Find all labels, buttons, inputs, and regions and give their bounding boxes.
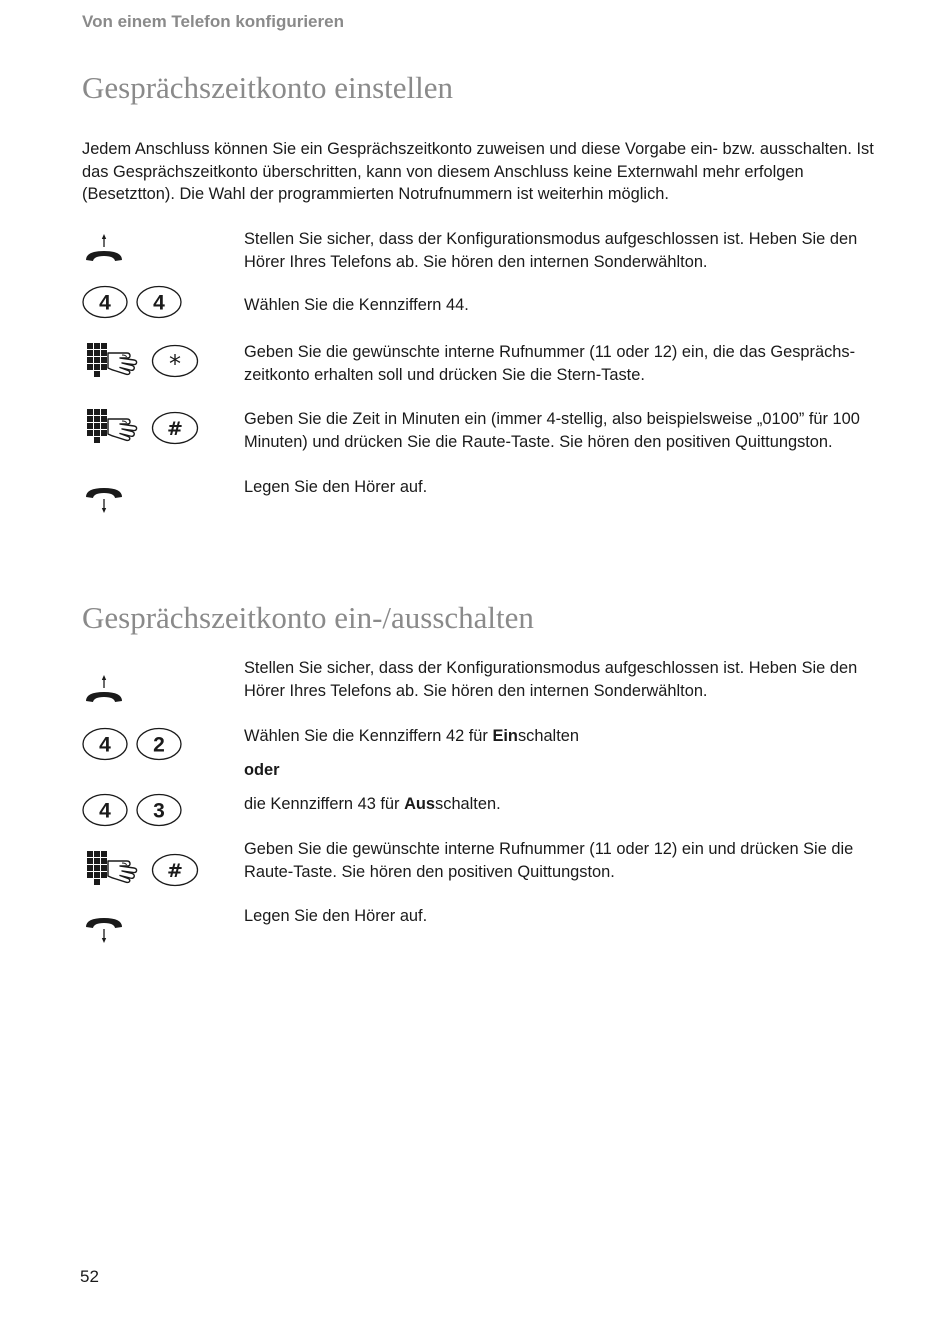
step-text-part: Wählen Sie die Kennziffern 42 für xyxy=(244,727,493,745)
section-title-einstellen: Gesprächszeitkonto einstellen xyxy=(82,70,454,105)
step-text-part: schalten xyxy=(517,727,579,745)
hash-key-label: # xyxy=(167,418,183,440)
keypad-hash-icon xyxy=(82,850,202,894)
digit-keys-icon xyxy=(82,727,192,761)
page-number: 52 xyxy=(80,1267,99,1286)
hash-key-label: # xyxy=(167,860,183,882)
section-title-ein-ausschalten: Gesprächszeitkonto ein-/ausschalten xyxy=(82,600,534,635)
digit-keys-icon xyxy=(82,285,192,319)
digit-keys-icon xyxy=(82,793,192,827)
keypad-hash-icon xyxy=(82,408,202,452)
step-text: Geben Sie die Zeit in Minuten ein (immer 4-stellig, also beispielsweise „0100” für 100 Minuten) und drücken Sie die Raute-Taste. Sie hören den positiven Quittungston. xyxy=(244,410,860,451)
intro-paragraph: Jedem Anschluss können Sie ein Gesprächszeitkonto zuweisen und diese Vorgabe ein- bzw. ausschalten. Ist das Gesprächszeitkonto überschritten, kann von diesem Anschluss keine Externwahl mehr erfolgen (Besetztton). Die Wahl der programmierten Notrufnummern ist weiterhin möglich. xyxy=(82,140,874,203)
key-label: 4 xyxy=(99,291,111,315)
step-text: Legen Sie den Hörer auf. xyxy=(244,907,428,925)
key-label: 4 xyxy=(153,291,165,315)
step-text xyxy=(244,725,876,748)
oder-text: oder xyxy=(244,761,280,779)
handset-hangup-icon xyxy=(82,484,126,514)
step-text: Stellen Sie sicher, dass der Konfigurationsmodus aufgeschlossen ist. Heben Sie den Hörer Ihres Telefons ab. Sie hören den internen Sonderwählton. xyxy=(244,230,858,271)
keypad-star-icon xyxy=(82,342,202,386)
running-header: Von einem Telefon konfigurieren xyxy=(82,12,344,31)
oder-label xyxy=(244,759,876,782)
step-text: Wählen Sie die Kennziffern 44. xyxy=(244,296,469,314)
step-text-bold: Aus xyxy=(404,795,436,813)
step-text: Geben Sie die gewünschte interne Rufnummer (11 oder 12) ein, die das Gesprächs-zeitkonto erhalten soll und drücken Sie die Stern-Taste. xyxy=(244,343,856,384)
step-text xyxy=(244,793,876,816)
step-text-part: die Kennziffern 43 für xyxy=(244,795,405,813)
step-text: Legen Sie den Hörer auf. xyxy=(244,478,428,496)
handset-lift-icon xyxy=(82,675,126,705)
star-key-label: * xyxy=(169,350,181,378)
step-text-bold: Ein xyxy=(492,727,518,745)
key-label: 3 xyxy=(153,799,165,823)
key-label: 4 xyxy=(99,733,111,757)
key-label: 4 xyxy=(99,799,111,823)
key-label: 2 xyxy=(153,733,165,757)
step-text: Stellen Sie sicher, dass der Konfigurationsmodus aufgeschlossen ist. Heben Sie den Hörer Ihres Telefons ab. Sie hören den internen Sonderwählton. xyxy=(244,659,858,700)
handset-lift-icon xyxy=(82,234,126,264)
handset-hangup-icon xyxy=(82,914,126,944)
step-text-part: schalten. xyxy=(435,795,501,813)
step-text: Geben Sie die gewünschte interne Rufnummer (11 oder 12) ein und drücken Sie die Raute-Taste. Sie hören den positiven Quittungston. xyxy=(244,840,854,881)
